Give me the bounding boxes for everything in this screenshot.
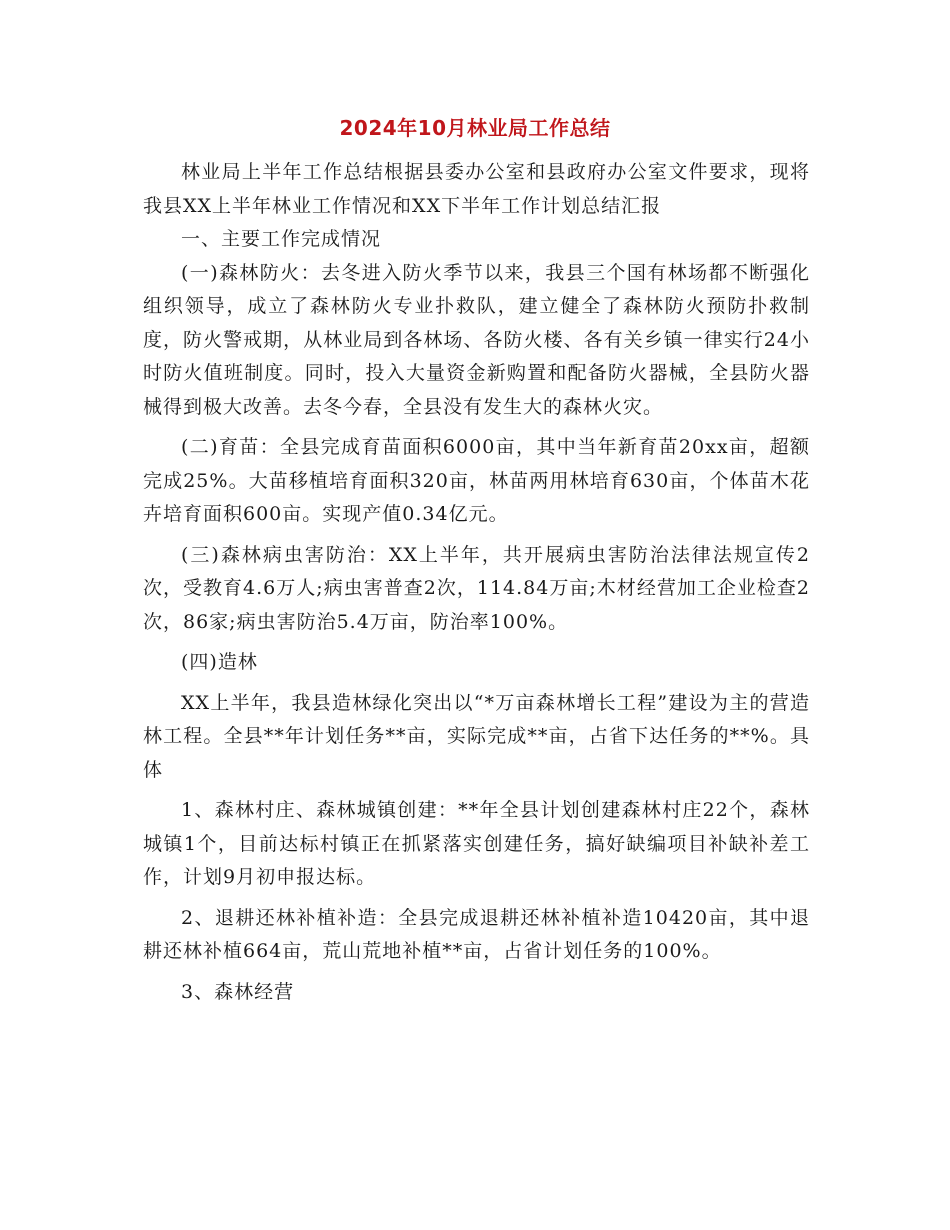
paragraph-fire-prevention: (一)森林防火：去冬进入防火季节以来，我县三个国有林场都不断强化组织领导，成立了森林防火专业扑救队，建立健全了森林防火预防扑救制度，防火警戒期，从林业局到各林场、各防火楼、各有关乡镇一律实行24小时防火值班制度。同时，投入大量资金新购置和配备防火器械，全县防火器械得到极大改善。去冬今春，全县没有发生大的森林火灾。: [143, 261, 810, 418]
heading-afforestation: (四)造林: [181, 651, 258, 673]
paragraph-intro: 林业局上半年工作总结根据县委办公室和县政府办公室文件要求，现将我县XX上半年林业工作情况和XX下半年工作计划总结汇报: [143, 161, 810, 217]
paragraph-afforestation: XX上半年，我县造林绿化突出以“*万亩森林增长工程”建设为主的营造林工程。全县**年计划任务**亩，实际完成**亩，占省下达任务的**%。具体: [143, 691, 810, 781]
paragraph-forest-village: 1、森林村庄、森林城镇创建：**年全县计划创建森林村庄22个，森林城镇1个，目前达标村镇正在抓紧落实创建任务，搞好缺编项目补缺补差工作，计划9月初申报达标。: [143, 799, 810, 888]
paragraph-seedling: (二)育苗：全县完成育苗面积6000亩，其中当年新育苗20xx亩，超额完成25%。大苗移植培育面积320亩，林苗两用林培育630亩，个体苗木花卉培育面积600亩。实现产值0.34亿元。: [143, 436, 810, 525]
heading-forest-management: 3、森林经营: [181, 980, 295, 1003]
heading-main-work: 一、主要工作完成情况: [181, 228, 382, 250]
document-title: 2024年10月林业局工作总结: [339, 116, 611, 140]
document-body: [143, 156, 810, 1016]
paragraph-pest-control: (三)森林病虫害防治：XX上半年，共开展病虫害防治法律法规宣传2次，受教育4.6万人;病虫害普查2次，114.84万亩;木材经营加工企业检查2次，86家;病虫害防治5.4万亩，防治率100%。: [143, 543, 810, 633]
paragraph-reforestation: 2、退耕还林补植补造：全县完成退耕还林补植补造10420亩，其中退耕还林补植664亩，荒山荒地补植**亩，占省计划任务的100%。: [143, 906, 810, 962]
